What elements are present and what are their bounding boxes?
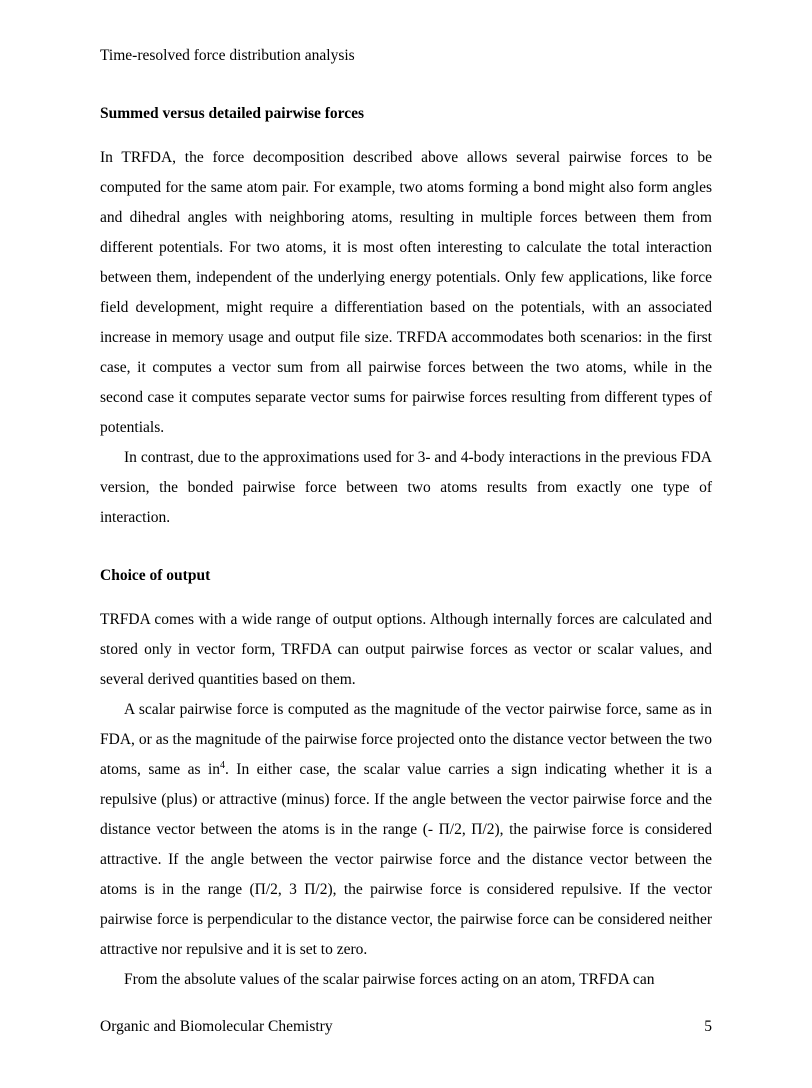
running-header-title: Time-resolved force distribution analysis [100, 47, 355, 64]
document-page [100, 0, 712, 1088]
paragraph-text-after-citation: . In either case, the scalar value carries a sign indicating whether it is a repulsive (plus) or attractive (minus) force. If the angle between the vector pairwise force and the distance vector between the atoms is in the range (- Π/2, Π/2), the pairwise force is considered attractive. If the angle between the vector pairwise force and the distance vector between the atoms is in the range (Π/2, 3 Π/2), the pairwise force is considered repulsive. If the vector pairwise force is perpendicular to the distance vector, the pairwise force can be considered neither attractive nor repulsive and it is set to zero. [100, 761, 712, 958]
paragraph: In TRFDA, the force decomposition described above allows several pairwise forces to be computed for the same atom pair. For example, two atoms forming a bond might also form angles and dihedral angles with neighboring atoms, resulting in multiple forces between them from different potentials. For two atoms, it is most often interesting to calculate the total interaction between them, independent of the underlying energy potentials. Only few applications, like force field development, might require a differentiation based on the potentials, with an associated increase in memory usage and output file size. TRFDA accommodates both scenarios: in the first case, it computes a vector sum from all pairwise forces between the two atoms, while in the second case it computes separate vector sums for pairwise forces resulting from different types of potentials. [100, 149, 712, 436]
page-number: 5 [704, 1018, 712, 1035]
section-heading-choice-of-output: Choice of output [100, 567, 211, 584]
section-body-summed-forces [100, 143, 712, 533]
citation-marker: 4 [220, 759, 225, 771]
footer-journal-name: Organic and Biomolecular Chemistry [100, 1018, 333, 1035]
paragraph-text-before-citation: A scalar pairwise force is computed as the magnitude of the vector pairwise force, same as in FDA, or as the magnitude of the pairwise force projected onto the distance vector between the two atoms, same as in [100, 701, 712, 778]
paragraph: From the absolute values of the scalar pairwise forces acting on an atom, TRFDA can [124, 971, 655, 988]
paragraph: TRFDA comes with a wide range of output options. Although internally forces are calculated and stored only in vector form, TRFDA can output pairwise forces as vector or scalar values, and several derived quantities based on them. [100, 611, 712, 688]
section-body-choice-of-output [100, 605, 712, 995]
paragraph-with-citation [100, 695, 712, 965]
paragraph: In contrast, due to the approximations used for 3- and 4-body interactions in the previous FDA version, the bonded pairwise force between two atoms results from exactly one type of interaction. [100, 449, 712, 526]
section-heading-summed-forces: Summed versus detailed pairwise forces [100, 105, 365, 122]
